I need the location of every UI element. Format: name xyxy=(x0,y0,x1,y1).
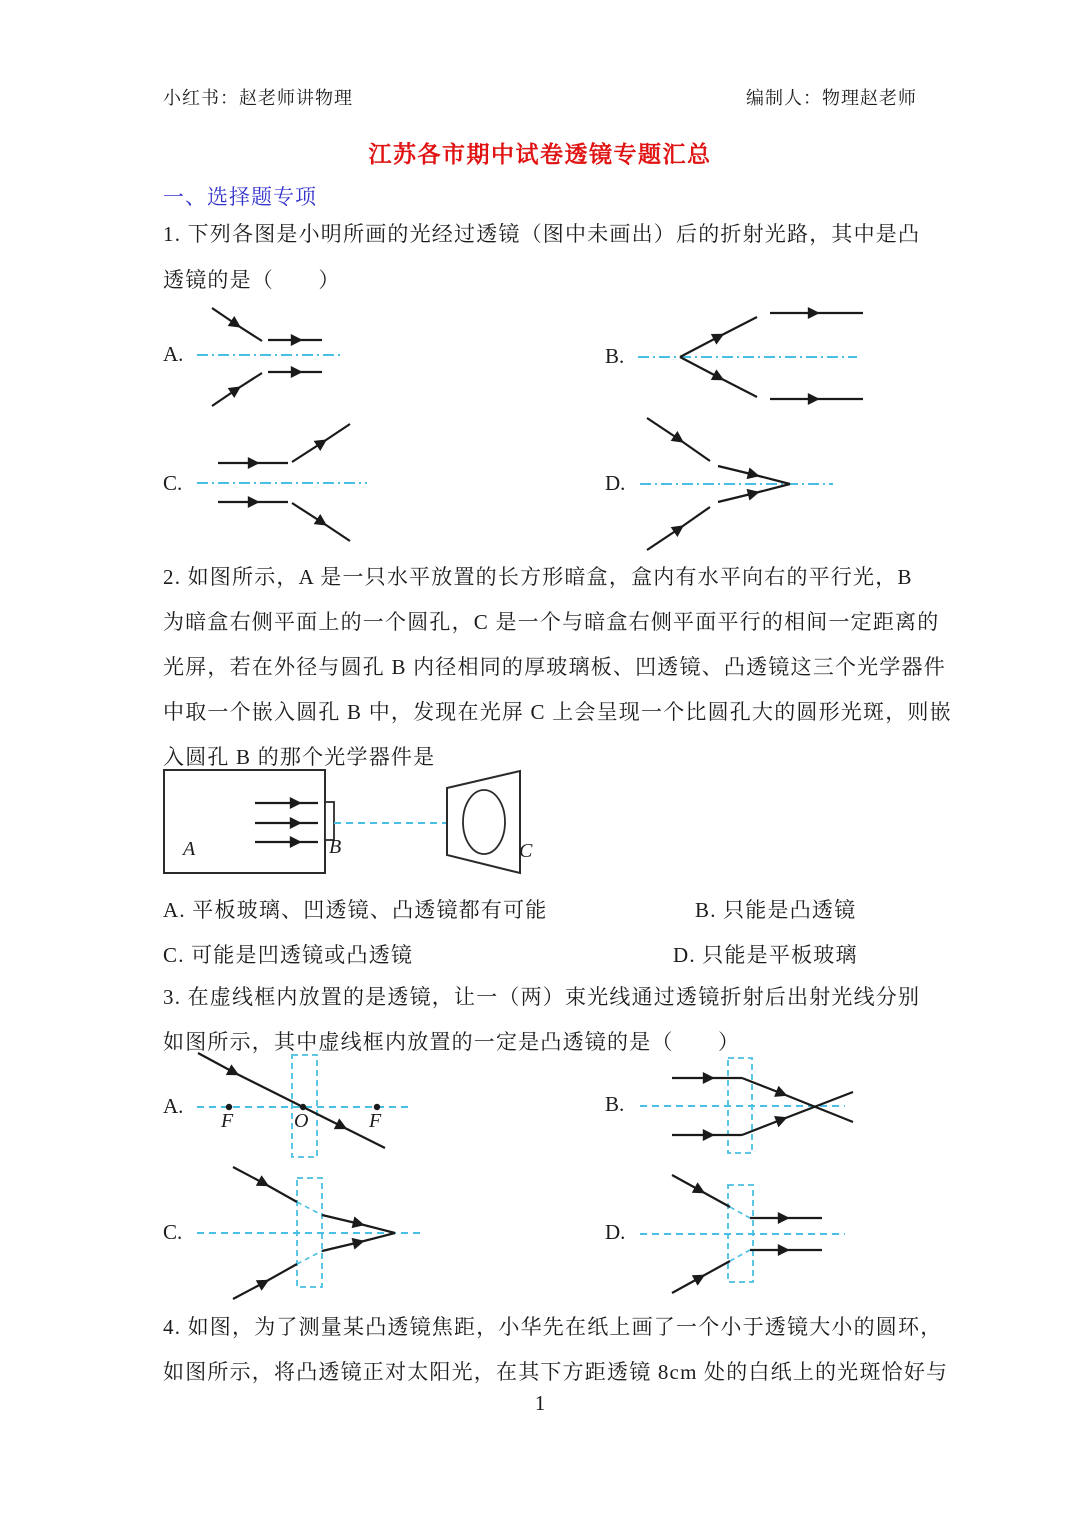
q3-diagram-b-lens-icon xyxy=(630,1048,880,1166)
q1-diagram-a-ray-icon xyxy=(160,295,380,425)
page-title: 江苏各市期中试卷透镜专题汇总 xyxy=(368,142,712,167)
q3a-label-f-right: F xyxy=(369,1110,382,1132)
header-right: 编制人：物理赵老师 xyxy=(746,88,917,108)
q3-option-label-a: A. xyxy=(163,1094,184,1118)
q3-option-label-b: B. xyxy=(605,1092,625,1116)
q4-line-2: 如图所示，将凸透镜正对太阳光，在其下方距透镜 8cm 处的白纸上的光斑恰好与 xyxy=(163,1360,949,1384)
q3-diagram-d-lens-icon xyxy=(630,1160,880,1310)
light-spot xyxy=(463,790,505,854)
q1-line-1: 1. 下列各图是小明所画的光经过透镜（图中未画出）后的折射光路，其中是凸 xyxy=(163,222,921,246)
q3-line-2: 如图所示，其中虚线框内放置的一定是凸透镜的是（ ） xyxy=(163,1030,741,1054)
q3-diagram-a-lens-icon xyxy=(160,1048,420,1166)
q2-label-box-a: A xyxy=(183,838,196,860)
section-heading: 一、选择题专项 xyxy=(163,185,317,209)
q3a-label-o: O xyxy=(294,1110,309,1132)
q2-darkbox-diagram-icon xyxy=(160,763,555,881)
light-rays xyxy=(212,308,322,406)
q3-line-1: 3. 在虚线框内放置的是透镜，让一（两）束光线通过透镜折射后出射光线分别 xyxy=(163,985,921,1009)
q2-line-5: 入圆孔 B 的那个光学器件是 xyxy=(163,745,436,769)
q3-option-label-d: D. xyxy=(605,1220,626,1244)
page-number: 1 xyxy=(534,1391,546,1415)
q2-label-hole-b: B xyxy=(329,836,342,858)
q2-label-screen-c: C xyxy=(519,840,533,862)
screen-c xyxy=(447,771,520,873)
q3-option-label-c: C. xyxy=(163,1220,183,1244)
q2-option-d: D. 只能是平板玻璃 xyxy=(673,943,858,967)
q3a-label-f-left: F xyxy=(221,1110,234,1132)
q1-option-label-c: C. xyxy=(163,471,183,495)
q1-option-label-b: B. xyxy=(605,344,625,368)
q2-option-c: C. 可能是凹透镜或凸透镜 xyxy=(163,943,414,967)
parallel-light-rays xyxy=(255,803,318,842)
header-left: 小红书：赵老师讲物理 xyxy=(163,88,353,108)
q4-line-1: 4. 如图，为了测量某凸透镜焦距，小华先在纸上画了一个小于透镜大小的圆环， xyxy=(163,1315,943,1339)
q1-option-label-a: A. xyxy=(163,342,184,366)
q2-line-3: 光屏，若在外径与圆孔 B 内径相同的厚玻璃板、凹透镜、凸透镜这三个光学器件 xyxy=(163,655,946,679)
q2-line-4: 中取一个嵌入圆孔 B 中，发现在光屏 C 上会呈现一个比圆孔大的圆形光斑，则嵌 xyxy=(163,700,952,724)
q2-line-1: 2. 如图所示，A 是一只水平放置的长方形暗盒，盒内有水平向右的平行光，B xyxy=(163,565,913,589)
q1-option-label-d: D. xyxy=(605,471,626,495)
q2-line-2: 为暗盒右侧平面上的一个圆孔，C 是一个与暗盒右侧平面平行的相间一定距离的 xyxy=(163,610,940,634)
hole-b xyxy=(325,802,334,840)
q1-diagram-d-ray-icon xyxy=(625,405,855,560)
q2-option-b: B. 只能是凸透镜 xyxy=(695,898,857,922)
q1-line-2: 透镜的是（ ） xyxy=(163,268,341,292)
q1-diagram-c-ray-icon xyxy=(160,415,390,555)
q3-diagram-c-lens-icon xyxy=(160,1160,440,1310)
q2-option-a: A. 平板玻璃、凹透镜、凸透镜都有可能 xyxy=(163,898,548,922)
